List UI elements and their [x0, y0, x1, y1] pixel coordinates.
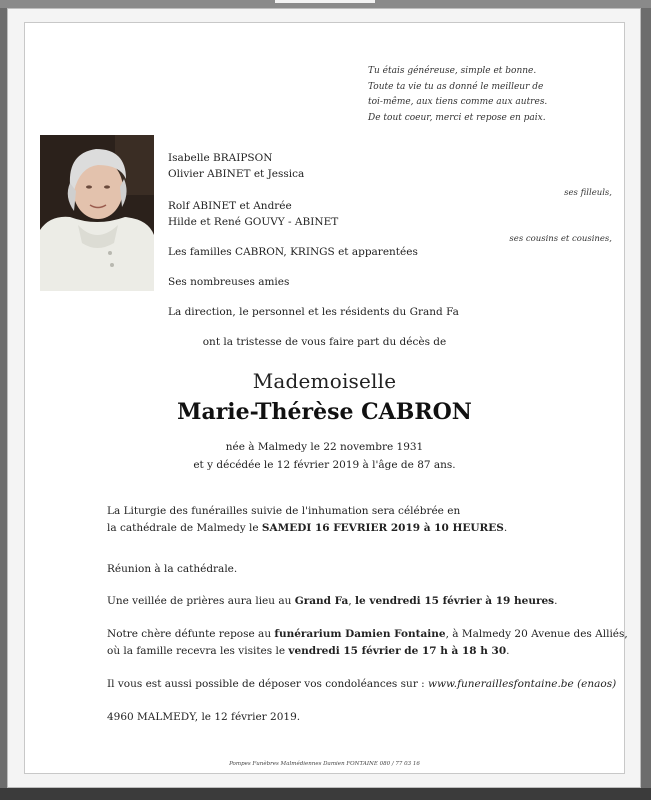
vigil-prefix: Une veillée de prières aura lieu au: [107, 595, 295, 607]
cousins-role: ses cousins et cousines,: [509, 234, 612, 244]
birth-line: née à Malmedy le 22 novembre 1931: [225, 441, 424, 453]
portrait-photo: [40, 135, 154, 291]
vigil-date: le vendredi 15 février à 19 heures: [355, 595, 555, 607]
poem-line: De tout coeur, merci et repose en paix.: [368, 112, 546, 123]
poem-line: toi-même, aux tiens comme aux autres.: [368, 97, 548, 107]
punctuation: .: [503, 522, 508, 534]
vigil-place: Grand Fa: [294, 595, 349, 607]
staff-line: La direction, le personnel et les résidents du Grand Fa: [168, 306, 459, 318]
ceremony-location: la cathédrale de Malmedy le: [107, 522, 262, 534]
deceased-name: Marie-Thérèse CABRON: [177, 399, 472, 425]
condolences-prefix: Il vous est aussi possible de déposer vos condoléances sur :: [107, 678, 429, 690]
godchild-name: Isabelle BRAIPSON: [168, 152, 273, 164]
announcement: ont la tristesse de vous faire part du décès de: [202, 336, 447, 348]
poem-line: Tu étais généreuse, simple et bonne.: [368, 66, 537, 76]
viewer-top-bar: [0, 0, 651, 8]
godchild-name: Olivier ABINET et Jessica: [168, 168, 305, 180]
ceremony-line: La Liturgie des funérailles suivie de l'inhumation sera célébrée en: [107, 505, 461, 517]
punctuation: ,: [348, 595, 356, 607]
document-page: [24, 22, 628, 774]
vigil-line: [107, 593, 557, 610]
reunion-line: Réunion à la cathédrale.: [107, 563, 238, 575]
visits-line: [107, 643, 628, 660]
ceremony-text: [107, 503, 507, 537]
deceased-title: Mademoiselle: [252, 369, 397, 393]
condolences-website-link[interactable]: www.funeraillesfontaine.be (enaos): [428, 678, 617, 690]
cousin-name: Rolf ABINET et Andrée: [168, 200, 292, 212]
godchildren-role: ses filleuls,: [564, 188, 612, 198]
funeral-home-address: , à Malmedy 20 Avenue des Alliés,: [445, 628, 628, 640]
punctuation: .: [554, 595, 558, 607]
visits-prefix: où la famille recevra les visites le: [107, 645, 289, 657]
footer-funeral-home: Pompes Funèbres Malmédiennes Damien FONTAINE 080 / 77 03 16: [229, 761, 420, 767]
death-line: et y décédée le 12 février 2019 à l'âge de 87 ans.: [193, 459, 456, 471]
viewer-tab[interactable]: [275, 0, 375, 3]
families-line: Les familles CABRON, KRINGS et apparentées: [168, 246, 418, 258]
funeral-home-line: [107, 626, 628, 643]
ceremony-line: [107, 520, 507, 537]
poem: [368, 64, 547, 126]
friends-line: Ses nombreuses amies: [168, 276, 290, 288]
visits-time: vendredi 15 février de 17 h à 18 h 30: [288, 645, 507, 657]
punctuation: .: [506, 645, 510, 657]
funeral-home-text: [107, 626, 628, 660]
place-date: 4960 MALMEDY, le 12 février 2019.: [107, 711, 301, 723]
funeral-home-prefix: Notre chère défunte repose au: [107, 628, 275, 640]
viewer-bottom-bar: [0, 788, 651, 800]
funeral-home-name: funérarium Damien Fontaine: [274, 628, 446, 640]
condolences-line: [107, 676, 616, 693]
cousin-name: Hilde et René GOUVY - ABINET: [168, 216, 339, 228]
ceremony-datetime: SAMEDI 16 FEVRIER 2019 à 10 HEURES: [261, 522, 504, 534]
document-sheet: [7, 8, 641, 788]
poem-line: Toute ta vie tu as donné le meilleur de: [368, 81, 544, 92]
